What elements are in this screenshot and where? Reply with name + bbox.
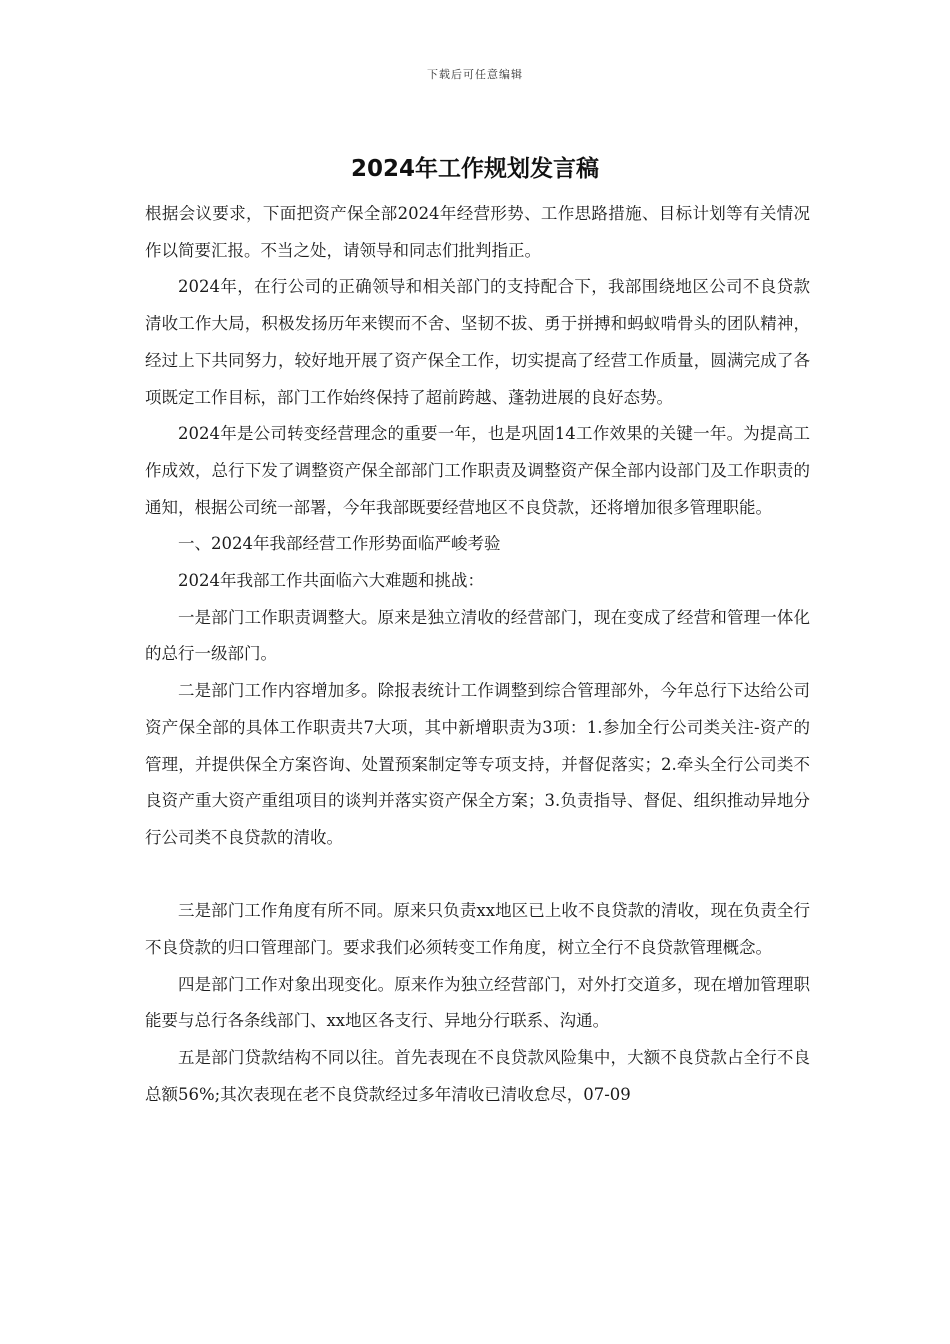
paragraph-challenge-1: 一是部门工作职责调整大。原来是独立清收的经营部门，现在变成了经营和管理一体化的总行一级部门。 (145, 607, 810, 664)
paragraph-challenge-4: 四是部门工作对象出现变化。原来作为独立经营部门，对外打交道多，现在增加管理职能要与总行各条线部门、xx地区各支行、异地分行联系、沟通。 (145, 974, 810, 1031)
paragraph-challenge-2: 二是部门工作内容增加多。除报表统计工作调整到综合管理部外，今年总行下达给公司资产保全部的具体工作职责共7大项，其中新增职责为3项：1.参加全行公司类关注-资产的管理，并提供保全方案咨询、处置预案制定等专项支持，并督促落实；2.牵头全行公司类不良资产重大资产重组项目的谈判并落实资产保全方案；3.负责指导、督促、组织推动异地分行公司类不良贷款的清收。 (145, 681, 810, 847)
paragraph-intro: 根据会议要求，下面把资产保全部2024年经营形势、工作思路措施、目标计划等有关情况作以简要汇报。不当之处，请领导和同志们批判指正。 (145, 204, 810, 260)
blank-line (145, 857, 810, 894)
paragraph-challenge-5: 五是部门贷款结构不同以往。首先表现在不良贷款风险集中，大额不良贷款占全行不良总额56%;其次表现在老不良贷款经过多年清收已清收怠尽，07-09 (145, 1048, 810, 1104)
paragraph-challenge-3: 三是部门工作角度有所不同。原来只负责xx地区已上收不良贷款的清收，现在负责全行不良贷款的归口管理部门。要求我们必须转变工作角度，树立全行不良贷款管理概念。 (145, 901, 810, 958)
section-heading-1: 一、2024年我部经营工作形势面临严峻考验 (178, 534, 501, 554)
paragraph-2024-background: 2024年是公司转变经营理念的重要一年，也是巩固14工作效果的关键一年。为提高工作成效，总行下发了调整资产保全部部门工作职责及调整资产保全部内设部门及工作职责的通知，根据公司统一部署，今年我部既要经营地区不良贷款，还将增加很多管理职能。 (145, 424, 810, 517)
page-header-note: 下载后可任意编辑 (427, 68, 523, 81)
document-body (145, 196, 810, 1114)
document-title: 2024年工作规划发言稿 (350, 156, 599, 182)
paragraph-2024-review: 2024年，在行公司的正确领导和相关部门的支持配合下，我部围绕地区公司不良贷款清收工作大局，积极发扬历年来锲而不舍、坚韧不拔、勇于拼搏和蚂蚁啃骨头的团队精神，经过上下共同努力，较好地开展了资产保全工作，切实提高了经营工作质量，圆满完成了各项既定工作目标，部门工作始终保持了超前跨越、蓬勃进展的良好态势。 (145, 277, 810, 407)
paragraph-challenges-intro: 2024年我部工作共面临六大难题和挑战： (178, 571, 484, 591)
